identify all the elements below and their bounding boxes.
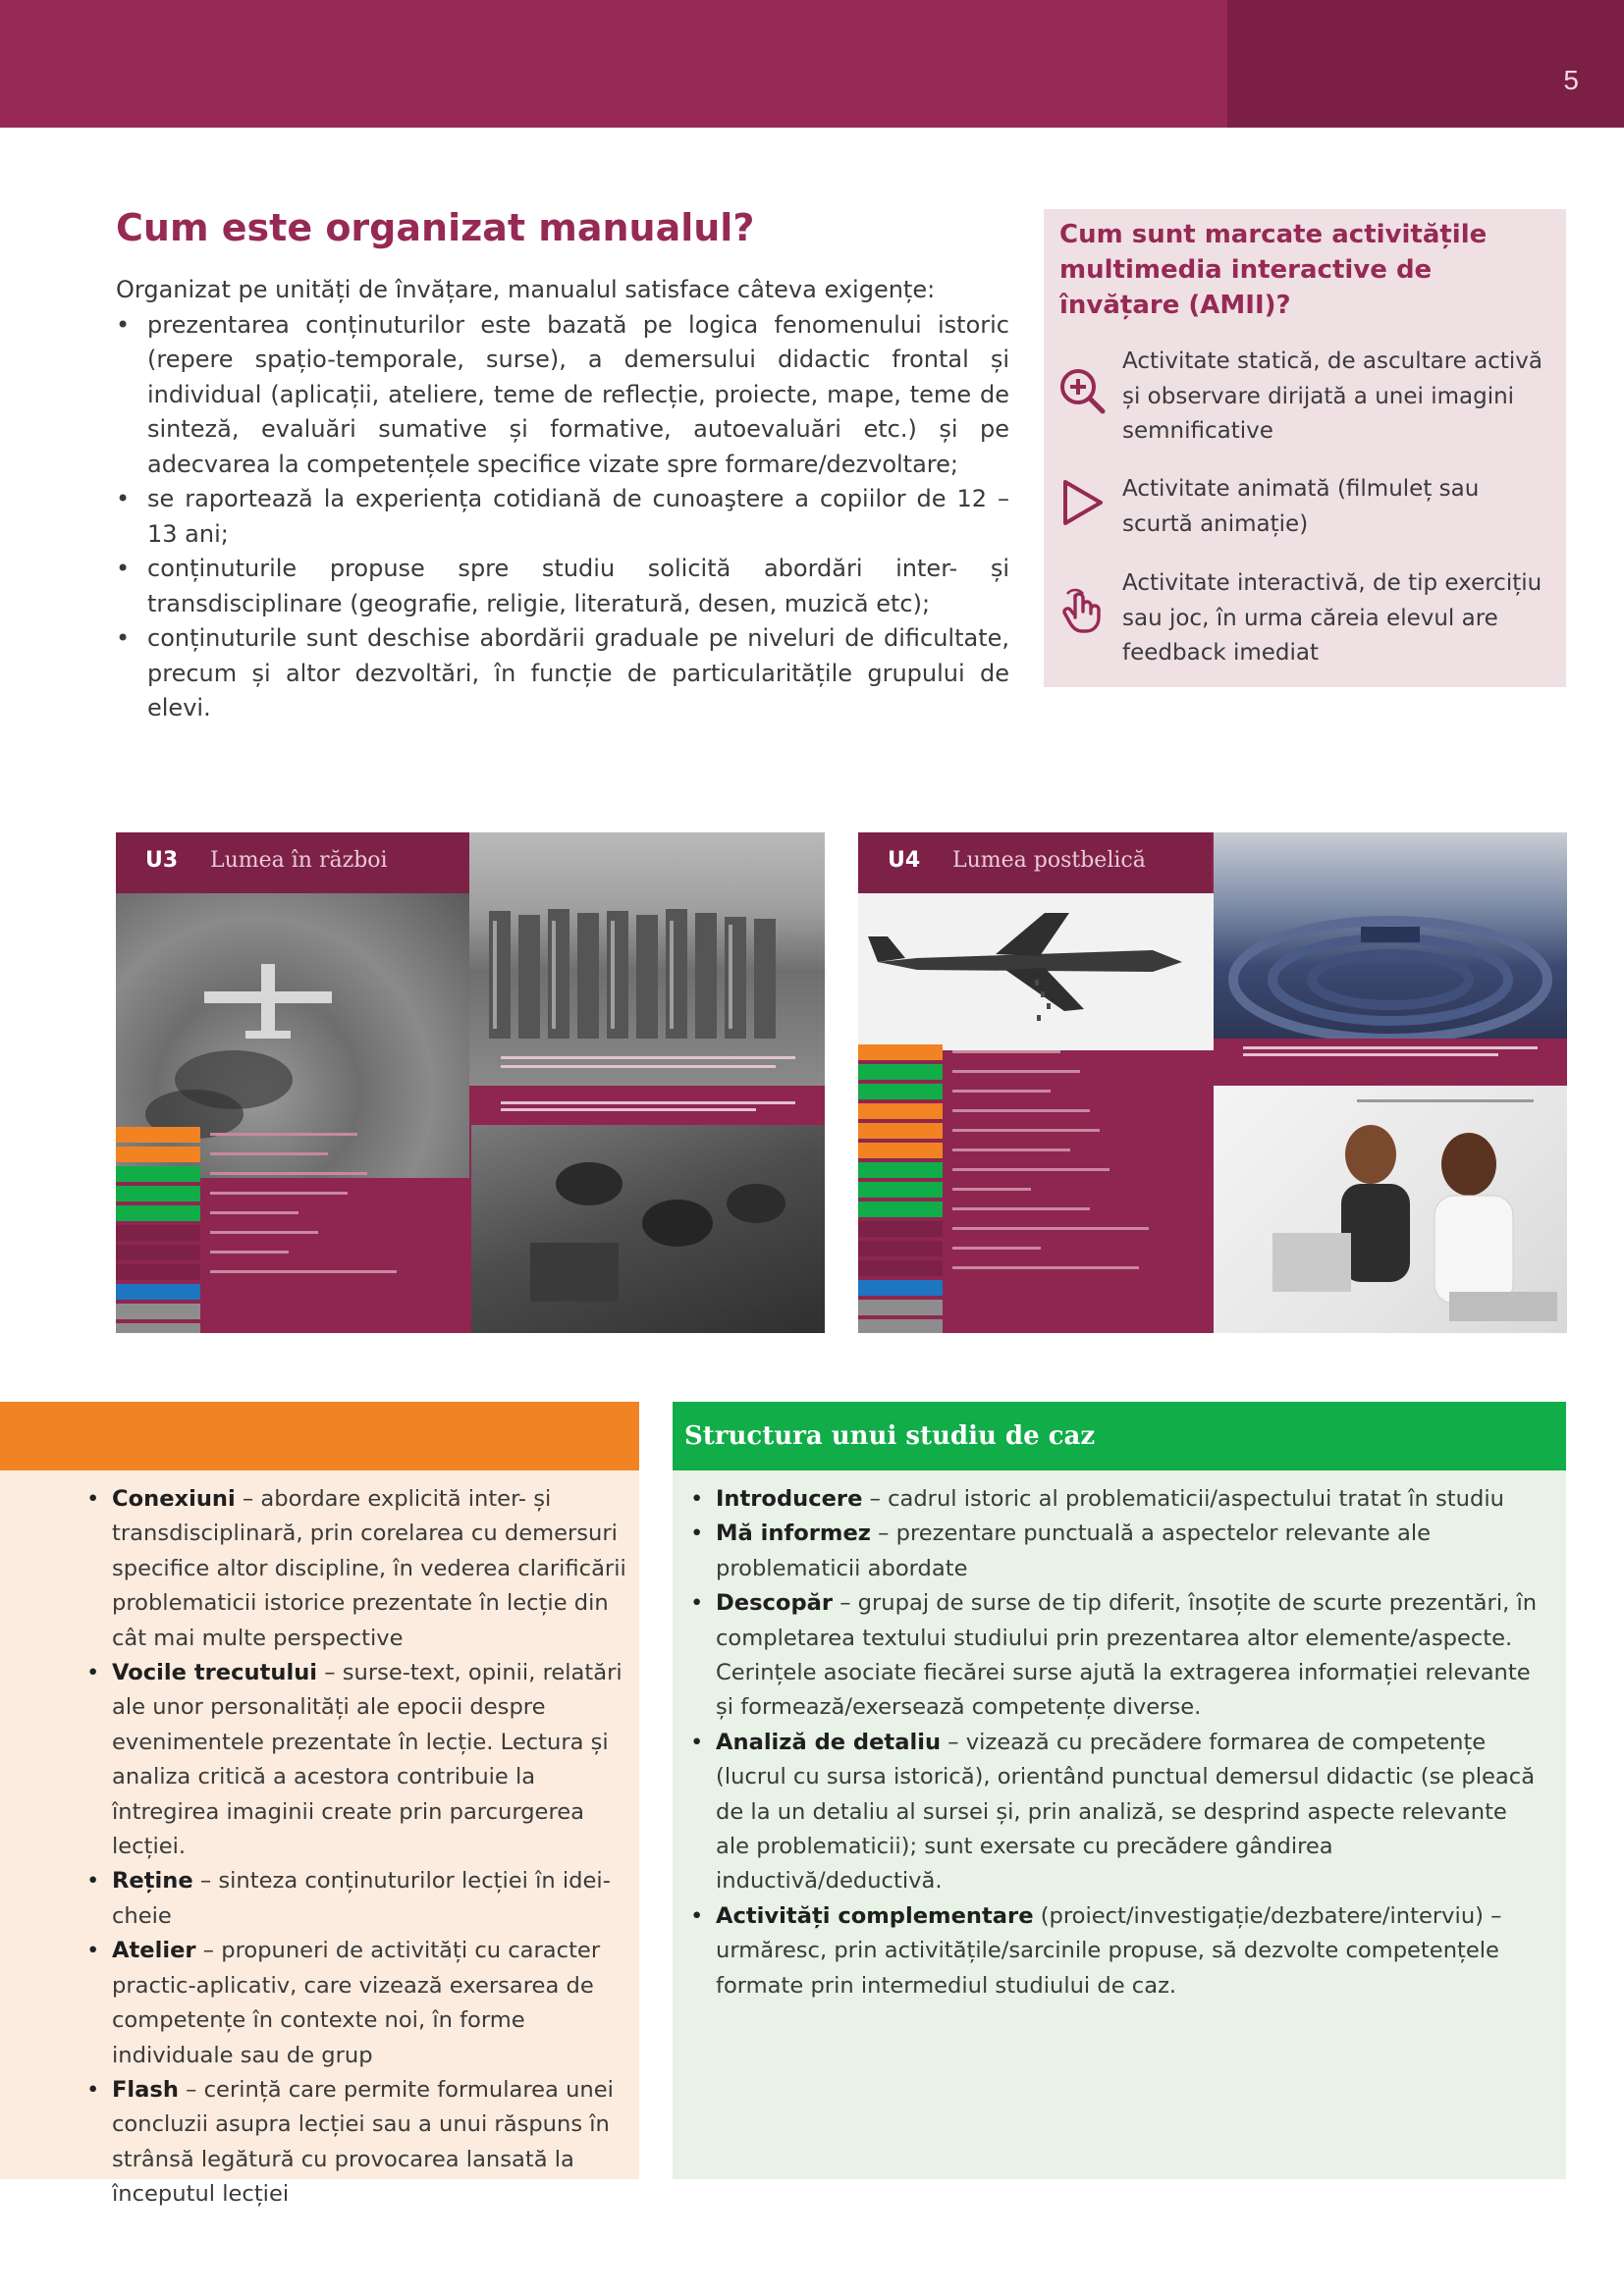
photo-caption	[501, 1050, 805, 1086]
page-number-box	[1227, 0, 1624, 128]
spread-header	[116, 832, 469, 893]
b52-bomber-photo	[858, 893, 1214, 1050]
list-item: • Atelier – propuneri de activități cu caracter practic-aplicativ, care vizează exersarea de competențe în contexte noi, în forme individuale sau de grup	[81, 1934, 630, 2073]
list-item: • Activități complementare (proiect/investigație/dezbatere/interviu) – urmăresc, prin activitățile/sarcinile propuse, să dezvolte competențele formate prin intermediul studiului de caz.	[684, 1899, 1539, 2003]
amii-item-animated: Activitate animată (filmuleț sau scurtă animație)	[1122, 476, 1480, 537]
bomber-plane-icon	[858, 893, 1214, 1050]
photo-caption	[1357, 1099, 1553, 1102]
photo-caption	[1243, 1042, 1547, 1056]
intro-bullet: • conținuturile propuse spre studiu solicită abordări inter- și transdisciplinare (geografie, religie, literatură, desen, muzică etc);	[116, 552, 1009, 621]
list-item: • Flash – cerință care permite formularea unei concluzii asupra lecției sau a unui răspuns în strânsă legătură cu provocarea lansată la începutul lecției	[81, 2073, 630, 2213]
spread-header	[858, 832, 1212, 893]
page-number: 5	[1563, 65, 1579, 95]
intro-bullet: • se raportează la experiența cotidiană de cunoaştere a copiilor de 12 – 13 ani;	[116, 482, 1009, 552]
people-headset-icon	[1214, 1086, 1567, 1333]
amii-title: Cum sunt marcate activitățile multimedia interactive de învățare (AMII)?	[1059, 220, 1488, 320]
case-study-box	[673, 1402, 1566, 2179]
soldier-helmets-icon	[471, 1125, 825, 1333]
call-center-photo	[1214, 1086, 1567, 1333]
amii-item-interactive: Activitate interactivă, de tip exercițiu sau joc, în urma căreia elevul are feedback imediat	[1122, 570, 1543, 666]
unit-title: Lumea în război	[210, 848, 388, 873]
play-triangle-icon	[1057, 478, 1107, 527]
list-item: • Vocile trecutului – surse-text, opinii, relatări ale unor personalități ale epocii despre evenimentele prezentate în lecție. Lectura și analiza critică a acestora contribuie la întregirea imaginii create prin parcurgerea lecției.	[81, 1656, 630, 1864]
amii-item-static: Activitate statică, de ascultare activă și observare dirijată a unei imagini semnificative	[1122, 348, 1543, 444]
intro-lead: Organizat pe unități de învățare, manualul satisface câteva exigențe:	[116, 276, 936, 303]
intro-section	[116, 273, 1009, 726]
page-title: Cum este organizat manualul?	[116, 206, 755, 249]
intro-bullet: • conținuturile sunt deschise abordării graduale pe niveluri de dificultate, precum și altor dezvoltări, în funcție de particularitățile grupului de elevi.	[116, 621, 1009, 726]
unit-spread-u3	[116, 832, 825, 1333]
list-item: • Mă informez – prezentare punctuală a aspectelor relevante ale problematicii abordate	[684, 1517, 1539, 1586]
lesson-structure-header	[0, 1402, 639, 1470]
prisoners-photo	[469, 832, 825, 1086]
parliament-photo	[1214, 832, 1567, 1039]
list-item: • Conexiuni – abordare explicită inter- și transdisciplinară, prin corelarea cu demersuri specifice altor discipline, în vederea clarificării problematicii istorice prezentate în lecție din cât mai multe perspective	[81, 1482, 630, 1656]
lesson-structure-list	[81, 1482, 630, 2213]
list-item: • Reține – sinteza conținuturilor lecției în idei-cheie	[81, 1864, 630, 1934]
hemicycle-icon	[1214, 832, 1567, 1039]
lesson-structure-box	[0, 1402, 639, 2208]
photo-caption	[501, 1097, 805, 1111]
case-study-list	[684, 1482, 1539, 2003]
prisoner-figures-icon	[469, 832, 825, 1086]
case-study-header	[673, 1402, 1566, 1470]
unit-title: Lumea postbelică	[952, 848, 1146, 873]
intro-list	[116, 308, 1009, 726]
list-item: • Introducere – cadrul istoric al problematicii/aspectului tratat în studiu	[684, 1482, 1539, 1517]
hand-touch-icon	[1057, 586, 1107, 635]
intro-bullet: • prezentarea conținuturilor este bazată pe logica fenomenului istoric (repere spațio-temporale, surse), a demersului didactic frontal și individual (aplicații, ateliere, teme de reflecție, proiecte, mape, teme de sinteză, evaluări sumative și formative, autoevaluări etc.) și pe adecvarea la competențele specifice vizate spre formare/dezvoltare;	[116, 308, 1009, 483]
page-header-bar	[0, 0, 1624, 128]
amii-legend-box	[1044, 209, 1566, 687]
magnifier-plus-icon	[1057, 366, 1107, 415]
unit-number: U4	[888, 848, 921, 873]
case-study-title: Structura unui studiu de caz	[684, 1421, 1096, 1451]
list-item: • Analiză de detaliu – vizează cu precădere formarea de competențe (lucrul cu sursa istorică), orientând punctual demersul didactic (se pleacă de la un detaliu al sursei și, prin analiză, se desprind aspecte relevante ale problematicii); sunt exersate cu precădere gândirea inductivă/deductivă.	[684, 1726, 1539, 1899]
unit-number: U3	[145, 848, 179, 873]
unit-spread-u4	[858, 832, 1567, 1333]
list-item: • Descopăr – grupaj de surse de tip diferit, însoțite de scurte prezentări, în completarea textului studiului prin prezentarea altor elemente/aspecte. Cerințele asociate fiecărei surse ajută la extragerea informației relevante și formează/exersează competențe diverse.	[684, 1586, 1539, 1726]
soldiers-photo	[471, 1125, 825, 1333]
